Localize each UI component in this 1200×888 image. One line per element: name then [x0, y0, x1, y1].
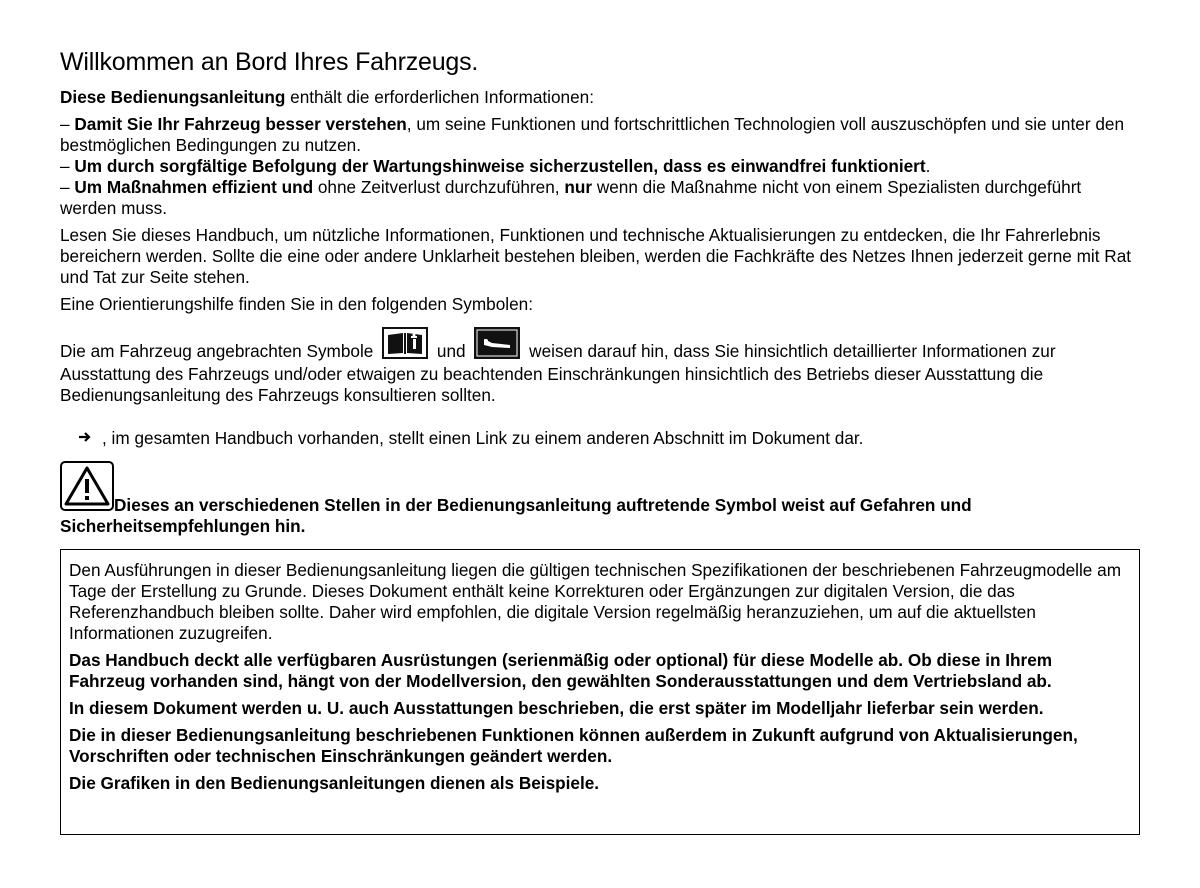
- manual-pointer-icon: [474, 327, 520, 364]
- read-paragraph: Lesen Sie dieses Handbuch, um nützliche Informationen, Funktionen und technische Aktualisierungen zu entdecken, die Ihr Fahrerlebnis bereichern werden. Sollte die eine oder andere Unklarheit bestehen bleiben, werden die Fachkräfte des Netzes Ihnen jederzeit gerne mit Rat und Tat zur Seite stehen.: [60, 225, 1132, 287]
- bullet-text: wenn die Maßnahme nicht von einem Spezialisten durchgeführt werden muss.: [60, 177, 1082, 218]
- bullet-bold: Damit Sie Ihr Fahrzeug besser verstehen: [74, 114, 407, 134]
- bullet-item: [60, 114, 1142, 156]
- bullet-item: [60, 177, 1142, 219]
- document-page: [60, 48, 1142, 537]
- symbols-paragraph: [60, 327, 1142, 406]
- book-icon: [382, 327, 428, 364]
- page-title: Willkommen an Bord Ihres Fahrzeugs.: [60, 48, 479, 76]
- notice-box: [60, 549, 1140, 835]
- bullet-dash: –: [60, 156, 75, 176]
- warning-paragraph: [60, 461, 1142, 537]
- warning-text: Dieses an verschiedenen Stellen in der Bedienungsanleitung auftretende Symbol weist auf Gefahren und Sicherheitsempfehlungen hin.: [60, 495, 972, 536]
- symbols-text: Die am Fahrzeug angebrachten Symbole: [60, 341, 379, 361]
- bullet-text: ohne Zeitverlust durchzuführen,: [313, 177, 565, 197]
- notice-paragraph: Das Handbuch deckt alle verfügbaren Ausrüstungen (serienmäßig oder optional) für diese Modelle ab. Ob diese in Ihrem Fahrzeug vorhanden sind, hängt von der Modellversion, den gewählten Sonderausstattungen und dem Vertriebsland ab.: [69, 650, 1053, 691]
- bullet-text: .: [925, 156, 931, 176]
- bullet-bold: nur: [564, 177, 593, 197]
- bullet-text: , um seine Funktionen und fortschrittlichen Technologien voll auszuschöpfen und sie unter den bestmöglichen Bedingungen zu nutzen.: [60, 114, 1124, 155]
- intro-text: enthält die erforderlichen Informationen:: [285, 87, 594, 107]
- symbols-text: und: [432, 341, 471, 361]
- bullet-dash: –: [60, 177, 75, 197]
- warning-triangle-icon: [60, 461, 114, 516]
- bullet-dash: –: [60, 114, 75, 134]
- arrow-right-icon: [78, 428, 92, 449]
- warning-block: [60, 461, 1142, 537]
- notice-paragraph: Den Ausführungen in dieser Bedienungsanleitung liegen die gültigen technischen Spezifikationen der beschriebenen Fahrzeugmodelle am Tage der Erstellung zu Grunde. Dieses Dokument enthält keine Korrekturen oder Ergänzungen zur digitalen Version, die das Referenzhandbuch bleiben sollte. Daher wird empfohlen, die digitale Version regelmäßig heranzuziehen, um auf die aktuellsten Informationen zuzugreifen.: [69, 560, 1122, 643]
- bullet-bold: Um durch sorgfältige Befolgung der Wartungshinweise sicherzustellen, dass es einwandfrei funktioniert: [74, 156, 926, 176]
- notice-paragraph: Die Grafiken in den Bedienungsanleitungen dienen als Beispiele.: [69, 773, 600, 793]
- intro-paragraph: [60, 87, 1142, 108]
- bullet-item: [60, 156, 1142, 177]
- arrow-link-text: , im gesamten Handbuch vorhanden, stellt einen Link zu einem anderen Abschnitt im Dokument dar.: [102, 428, 864, 448]
- orientation-paragraph: Eine Orientierungshilfe finden Sie in den folgenden Symbolen:: [60, 294, 533, 314]
- symbols-text: weisen darauf hin, dass Sie hinsichtlich detaillierter Informationen zur Ausstattung des Fahrzeugs und/oder etwaigen zu beachtenden Einschränkungen hinsichtlich des Betriebs dieser Ausstattung die Bedienungsanleitung des Fahrzeugs konsultieren sollten.: [60, 341, 1056, 405]
- arrow-link-paragraph: [78, 428, 1142, 449]
- intro-bold: Diese Bedienungsanleitung: [60, 87, 286, 107]
- bullet-bold: Um Maßnahmen effizient und: [74, 177, 314, 197]
- notice-paragraph: Die in dieser Bedienungsanleitung beschriebenen Funktionen können außerdem in Zukunft aufgrund von Aktualisierungen, Vorschriften oder technischen Einschränkungen geändert werden.: [69, 725, 1078, 766]
- notice-paragraph: In diesem Dokument werden u. U. auch Ausstattungen beschrieben, die erst später im Modelljahr lieferbar sein werden.: [69, 698, 1044, 718]
